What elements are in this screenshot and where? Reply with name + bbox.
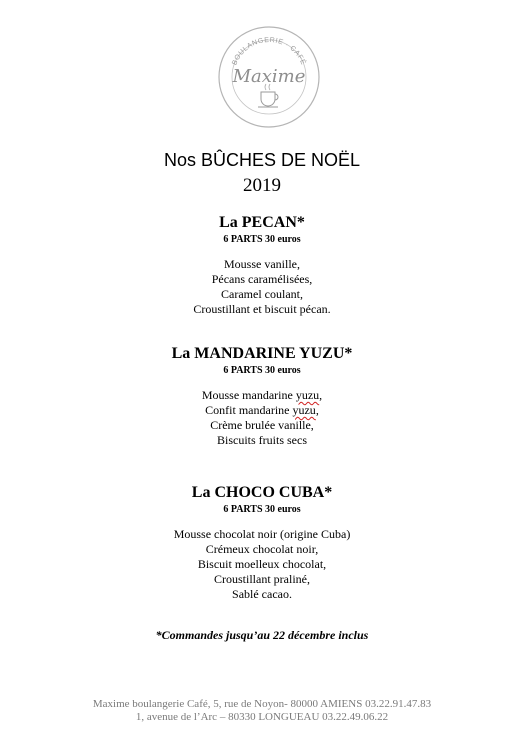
ingredient: Croustillant et biscuit pécan. [193,302,331,316]
ingredient: Crémeux chocolat noir, [205,542,319,556]
cake-name: La PECAN* [219,214,305,231]
ingredient-list [0,527,524,602]
footer-line: Maxime boulangerie Café, 5, rue de Noyon- 80000 AMIENS 03.22.91.47.83 [92,698,432,710]
ingredient: Sablé cacao. [232,587,292,601]
cake-pecan [0,214,524,317]
cake-name: La CHOCO CUBA* [191,484,333,501]
maxime-logo [216,24,322,130]
cake-price: 6 PARTS 30 euros [223,504,301,515]
page-title: Nos BÛCHES DE NOËL [163,150,361,170]
ingredient-list [0,257,524,317]
logo-arc-text: BOULANGERIE · CAFÉ [231,36,307,67]
ingredient: Crème brulée vanille, [210,418,314,432]
ingredient: Mousse mandarine yuzu, [201,388,323,402]
coffee-cup-icon [258,84,278,107]
spellcheck-word: yuzu [292,403,316,417]
footer-address [0,698,524,724]
cake-mandarine-yuzu [0,345,524,448]
logo-seal [216,24,322,130]
order-deadline-note: *Commandes jusqu’au 22 décembre inclus [155,628,369,642]
ingredient: Croustillant praliné, [214,572,310,586]
cake-price: 6 PARTS 30 euros [223,365,301,376]
cake-choco-cuba [0,484,524,602]
ingredient: Confit mandarine yuzu, [205,403,319,417]
ingredient-list [0,388,524,448]
spellcheck-word: yuzu [295,388,320,402]
footer-line: 1, avenue de l’Arc – 80330 LONGUEAU 03.22.49.06.22 [135,711,389,723]
ingredient: Biscuits fruits secs [217,433,307,447]
cake-name: La MANDARINE YUZU* [171,345,353,362]
page-year: 2019 [243,175,281,196]
logo-name: Maxime [232,66,306,87]
ingredient: Biscuit moelleux chocolat, [197,557,327,571]
ingredient: Caramel coulant, [221,287,303,301]
ingredient: Mousse vanille, [224,257,300,271]
ingredient: Mousse chocolat noir (origine Cuba) [173,527,351,541]
cake-price: 6 PARTS 30 euros [223,234,301,245]
ingredient: Pécans caramélisées, [211,272,313,286]
